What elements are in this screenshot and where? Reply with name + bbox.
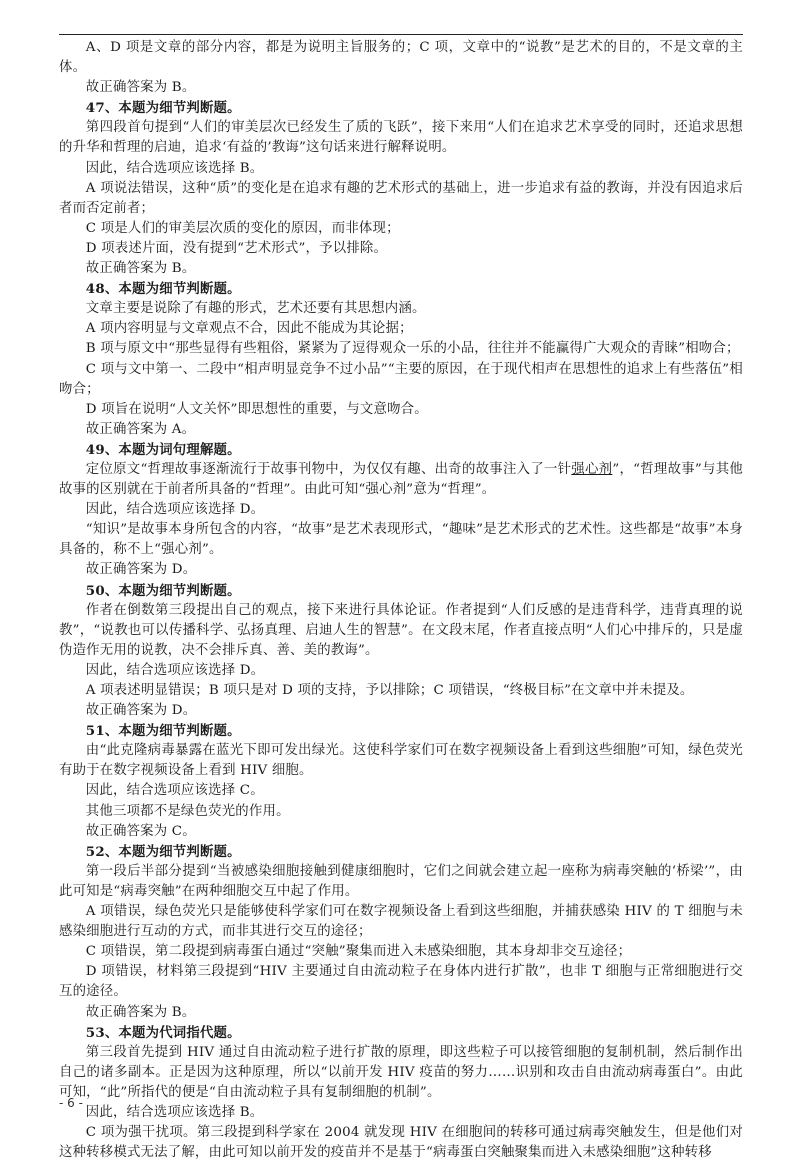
answer-line: 故正确答案为 C。 [85, 823, 196, 839]
paragraph: C 项错误，第二段提到病毒蛋白通过“突触”聚集而进入未感染细胞，其本身却非交互途径； [85, 944, 632, 960]
paragraph: “知识”是故事本身所包含的内容，“故事”是艺术表现形式，“趣味”是艺术形式的艺术性。这些都是“故事”本身具备的，称不上“强心剂”。 [59, 522, 743, 558]
paragraph: 因此，结合选项应该选择 B。 [85, 1104, 264, 1120]
paragraph: D 项错误，材料第三段提到“HIV 主要通过自由流动粒子在身体内进行扩散”，也非 T 细胞与正常细胞进行交互的途径。 [59, 964, 743, 1000]
text-run: 定位原文“哲理故事逐渐流行于故事刊物中，为仅仅有趣、出奇的故事注入了一针 [85, 461, 572, 477]
answer-line: 故正确答案为 B。 [85, 1004, 196, 1020]
paragraph: B 项与原文中“那些显得有些粗俗，紧紧为了逗得观众一乐的小品，往往并不能赢得广大观众的青睐”相吻合； [85, 341, 740, 357]
paragraph: C 项为强干扰项。第三段提到科学家在 2004 就发现 HIV 在细胞间的转移可通过病毒突触发生，但是他们对这种转移模式无法了解，由此可知以前开发的疫苗并不是基于“病毒蛋白突触聚集而进入未感染细胞”这种转移 [59, 1125, 743, 1161]
answer-line: 故正确答案为 D。 [85, 703, 197, 719]
paragraph: 因此，结合选项应该选择 C。 [85, 783, 264, 799]
question-heading-53: 53、本题为代词指代题。 [85, 1024, 241, 1041]
underlined-term: 强心剂 [571, 461, 613, 477]
text-run: ”，“哲理故事”与其他故事的区别就在于前者所具备的“哲理”。由此可知“强心剂”意为“哲理”。 [59, 461, 743, 498]
paragraph: 第一段后半部分提到“当被感染细胞接触到健康细胞时，它们之间就会建立起一座称为病毒突触的‘桥梁’”，由此可知是“病毒突触”在两种细胞交互中起了作用。 [59, 863, 743, 899]
paragraph: 由“此克隆病毒暴露在蓝光下即可发出绿光。这使科学家们可在数字视频设备上看到这些细胞”可知，绿色荧光有助于在数字视频设备上看到 HIV 细胞。 [59, 743, 743, 779]
answer-line: 故正确答案为 D。 [85, 562, 197, 578]
paragraph: A 项说法错误，这种“质”的变化是在追求有趣的艺术形式的基础上，进一步追求有益的教诲，并没有因追求后者而否定前者； [59, 180, 743, 216]
paragraph: C 项与文中第一、二段中“相声明显竞争不过小品”“主要的原因，在于现代相声在思想性的追求上有些落伍”相吻合； [59, 361, 743, 397]
page-number: - 6 - [59, 1096, 83, 1110]
question-heading-47: 47、本题为细节判断题。 [85, 100, 241, 117]
answer-line: 故正确答案为 B。 [85, 261, 196, 277]
question-heading-49: 49、本题为词句理解题。 [85, 441, 241, 458]
paragraph: 因此，结合选项应该选择 D。 [85, 502, 265, 518]
question-heading-51: 51、本题为细节判断题。 [85, 723, 241, 740]
answer-line: 故正确答案为 B。 [85, 80, 196, 96]
paragraph: A 项错误，绿色荧光只是能够使科学家们可在数字视频设备上看到这些细胞，并捕获感染 HIV 的 T 细胞与未感染细胞进行互动的方式，而非其进行交互的途径； [59, 904, 743, 940]
paragraph: 第四段首句提到“人们的审美层次已经发生了质的飞跃”，接下来用“人们在追求艺术享受的同时，还追求思想的升华和哲理的启迪，追求‘有益的’教诲”这句话来进行解释说明。 [59, 120, 743, 156]
paragraph: 因此，结合选项应该选择 B。 [85, 160, 264, 176]
paragraph: A、D 项是文章的部分内容，都是为说明主旨服务的；C 项，文章中的“说教”是艺术的目的，不是文章的主体。 [59, 40, 743, 76]
paragraph: C 项是人们的审美层次质的变化的原因，而非体现； [85, 220, 400, 236]
question-heading-52: 52、本题为细节判断题。 [85, 843, 241, 860]
paragraph: D 项旨在说明“人文关怀”即思想性的重要，与文意吻合。 [85, 401, 428, 417]
header-rule [59, 34, 743, 35]
answer-line: 故正确答案为 A。 [85, 421, 196, 437]
question-heading-50: 50、本题为细节判断题。 [85, 582, 241, 599]
paragraph: D 项表述片面，没有提到“艺术形式”，予以排除。 [85, 240, 388, 256]
paragraph: 文章主要是说除了有趣的形式，艺术还要有其思想内涵。 [85, 301, 426, 317]
paragraph: 其他三项都不是绿色荧光的作用。 [85, 803, 290, 819]
paragraph: 第三段首先提到 HIV 通过自由流动粒子进行扩散的原理，即这些粒子可以接管细胞的复制机制，然后制作出自己的诸多副本。正是因为这种原理，所以“以前开发 HIV 疫苗的努力……识别和攻击自由流动病毒蛋白”。由此可知，“此”所指代的便是“自由流动粒子具有复制细胞的机制”。 [59, 1044, 743, 1100]
answer-explanations [59, 38, 743, 1163]
paragraph [59, 460, 743, 500]
paragraph: 因此，结合选项应该选择 D。 [85, 662, 265, 678]
paragraph: A 项内容明显与文章观点不合，因此不能成为其论据； [85, 321, 413, 337]
question-heading-48: 48、本题为细节判断题。 [85, 281, 241, 298]
paragraph: 作者在倒数第三段提出自己的观点，接下来进行具体论证。作者提到“人们反感的是违背科学，违背真理的说教”，“说教也可以传播科学、弘扬真理、启迪人生的智慧”。在文段末尾，作者直接点明“人们心中排斥的，只是虚伪造作无用的说教，决不会排斥真、善、美的教诲”。 [59, 602, 743, 658]
paragraph: A 项表述明显错误；B 项只是对 D 项的支持，予以排除；C 项错误，“终极目标”在文章中并未提及。 [85, 683, 694, 698]
